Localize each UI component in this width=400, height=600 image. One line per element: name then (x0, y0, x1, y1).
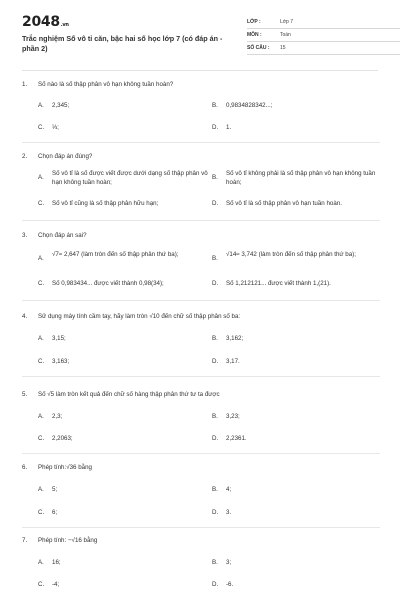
question-divider (22, 220, 380, 221)
question-text: Chọn đáp án đúng? (38, 153, 93, 160)
option-text: -4; (52, 581, 60, 588)
option-label: D. (212, 509, 219, 516)
option-label: B. (212, 102, 218, 109)
option-label: D. (212, 124, 219, 131)
option-label: B. (212, 559, 218, 566)
option-label: C. (38, 358, 45, 365)
question-divider (22, 527, 380, 528)
option-text: -6. (226, 581, 234, 588)
option-label: C. (38, 200, 45, 207)
question-number: 4. (22, 313, 28, 320)
page-header (22, 14, 378, 66)
question-divider (22, 142, 380, 143)
option-text: 2,2063; (52, 435, 73, 442)
question-divider (22, 453, 380, 454)
option-text: 3,15; (52, 335, 66, 342)
option-label: B. (212, 174, 218, 181)
option-label: D. (212, 435, 219, 442)
meta-row-count (247, 43, 400, 55)
option-text: 3; (226, 559, 232, 566)
option-label: B. (212, 413, 218, 420)
option-label: C. (38, 280, 45, 287)
option-label: C. (38, 124, 45, 131)
question-divider (22, 300, 380, 301)
option-text: 16; (52, 559, 61, 566)
option-label: C. (38, 435, 45, 442)
meta-key: LỚP : (247, 19, 261, 25)
option-label: A. (38, 486, 44, 493)
option-label: A. (38, 255, 44, 262)
option-label: D. (212, 280, 219, 287)
option-text: 3. (226, 509, 232, 516)
question-text: Phép tính:√36 bằng (38, 464, 92, 471)
option-label: A. (38, 559, 44, 566)
header-divider (22, 70, 378, 71)
option-label: A. (38, 102, 44, 109)
option-text: 1. (226, 124, 232, 131)
meta-row-subject (247, 30, 400, 42)
option-text: ⅓; (52, 124, 59, 131)
option-text: 0,9834828342...; (226, 102, 273, 109)
option-text: Số vô tỉ không phải là số thập phân vô hạn không tuần hoàn; (226, 170, 376, 186)
option-label: C. (38, 581, 45, 588)
question-number: 1. (22, 81, 28, 88)
option-label: C. (38, 509, 45, 516)
option-text: 3,162; (226, 335, 244, 342)
option-label: A. (38, 174, 44, 181)
option-text: 3,163; (52, 358, 70, 365)
option-text: 4; (226, 486, 232, 493)
meta-key: SỐ CÂU : (247, 45, 270, 51)
option-text: √14≈ 3,742 (làm tròn đến số thập phân thứ ba); (226, 251, 356, 258)
option-label: D. (212, 200, 219, 207)
question-divider (22, 376, 380, 377)
question-number: 2. (22, 153, 28, 160)
question-text: Số √5 làm tròn kết quả đến chữ số hàng thập phân thứ tư ta được (38, 391, 220, 398)
option-text: Số vô tỉ cũng là số thập phân hữu hạn; (52, 200, 159, 207)
option-text: √7≈ 2,647 (làm tròn đến số thập phân thứ ba); (52, 251, 179, 258)
question-number: 3. (22, 232, 28, 239)
option-text: 2,345; (52, 102, 70, 109)
site-logo[interactable] (22, 14, 69, 30)
option-label: B. (212, 255, 218, 262)
option-text: 5; (52, 486, 58, 493)
option-label: B. (212, 486, 218, 493)
logo-suffix: .vn (60, 22, 69, 28)
logo-text: 2048 (22, 14, 60, 30)
option-label: A. (38, 413, 44, 420)
option-text: Số vô tỉ là số được viết được dưới dạng số thập phân vô hạn không tuần hoàn; (52, 170, 208, 186)
option-label: B. (212, 335, 218, 342)
meta-value: 15 (280, 45, 286, 51)
option-text: 6; (52, 509, 58, 516)
meta-value: Lớp 7 (280, 19, 294, 25)
option-text: Số 1,212121... được viết thành 1,(21). (226, 280, 331, 287)
option-text: 3,17. (226, 358, 240, 365)
meta-info (247, 17, 400, 56)
option-label: D. (212, 581, 219, 588)
question-number: 7. (22, 537, 28, 544)
option-text: 2,2361. (226, 435, 247, 442)
meta-key: MÔN : (247, 32, 262, 38)
question-text: Chọn đáp án sai? (38, 232, 87, 239)
question-text: Số nào là số thập phân vô hạn không tuần hoàn? (38, 81, 174, 88)
option-label: D. (212, 358, 219, 365)
option-text: 2,3; (52, 413, 63, 420)
question-text: Sử dụng máy tính cầm tay, hãy làm tròn √10 đến chữ số thập phân số ba: (38, 313, 241, 320)
meta-value: Toán (280, 32, 291, 38)
option-text: 3,23; (226, 413, 240, 420)
option-text: Số vô tỉ là số thập phân vô hạn tuần hoàn. (226, 200, 342, 207)
question-number: 6. (22, 464, 28, 471)
option-text: Số 0,983434... được viết thành 0,98(34); (52, 280, 164, 287)
meta-row-class (247, 17, 400, 29)
question-number: 5. (22, 391, 28, 398)
question-text: Phép tính: −√16 bằng (38, 537, 98, 544)
option-label: A. (38, 335, 44, 342)
page-title: Trắc nghiệm Số vô tỉ căn, bậc hai số học lớp 7 (có đáp án - phần 2) (22, 34, 223, 53)
